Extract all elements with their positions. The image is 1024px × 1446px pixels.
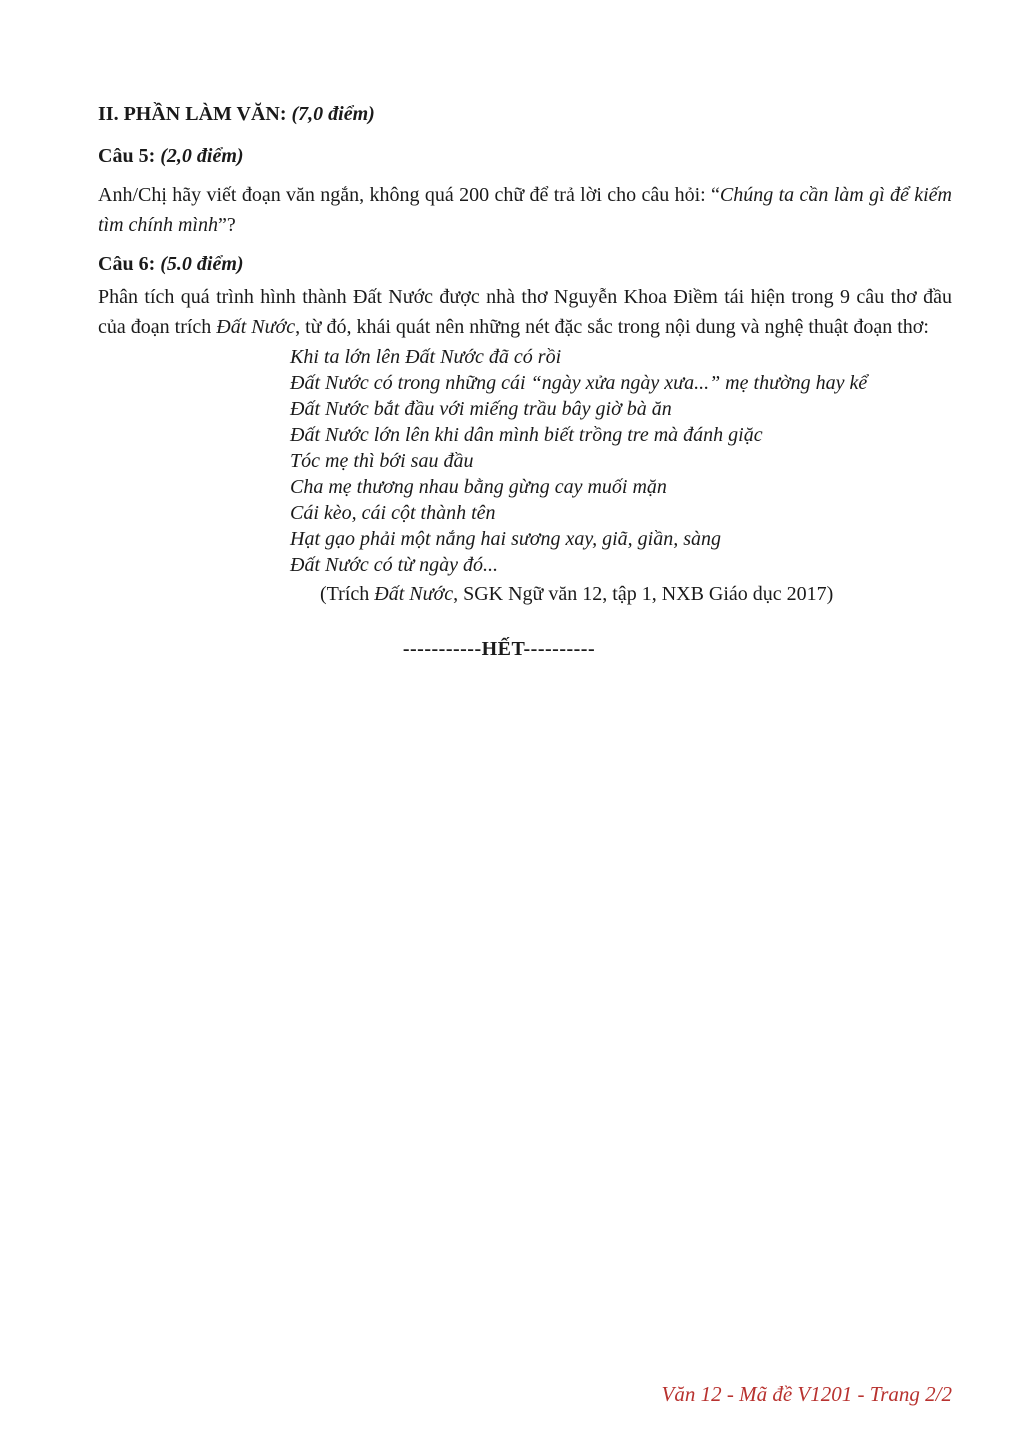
question-5-heading — [98, 142, 952, 170]
section-heading — [98, 100, 952, 128]
question-6-prompt-end: , từ đó, khái quát nên những nét đặc sắc trong nội dung và nghệ thuật đoạn thơ: — [295, 316, 929, 338]
poem-line: Đất Nước bắt đầu với miếng trầu bây giờ bà ăn — [290, 398, 672, 420]
page-footer: Văn 12 - Mã đề V1201 - Trang 2/2 — [661, 1382, 952, 1406]
poem-line: Cha mẹ thương nhau bằng gừng cay muối mặn — [290, 476, 667, 498]
poem-line: Tóc mẹ thì bới sau đầu — [290, 450, 474, 472]
question-6-points: (5.0 điểm) — [160, 253, 244, 275]
poem-line: Khi ta lớn lên Đất Nước đã có rồi — [290, 346, 562, 368]
citation-start: (Trích — [320, 583, 375, 605]
question-6-prompt-title: Đất Nước — [216, 316, 296, 338]
end-mark: -----------HẾT---------- — [402, 638, 596, 660]
poem-citation — [320, 580, 952, 608]
question-5-prompt-end: ”? — [218, 214, 236, 236]
question-5-prompt-start: Anh/Chị hãy viết đoạn văn ngắn, không quá 200 chữ để trả lời cho câu hỏi: “ — [98, 184, 720, 206]
poem-line: Cái kèo, cái cột thành tên — [290, 502, 496, 524]
citation-end: , SGK Ngữ văn 12, tập 1, NXB Giáo dục 2017) — [453, 583, 834, 605]
question-5-points: (2,0 điểm) — [160, 145, 244, 167]
question-5-label: Câu 5: — [98, 145, 156, 167]
poem-line: Hạt gạo phải một nắng hai sương xay, giã, giần, sàng — [290, 528, 722, 550]
exam-page — [98, 100, 952, 661]
citation-title: Đất Nước — [374, 583, 454, 605]
section-title: II. PHẦN LÀM VĂN: — [98, 103, 287, 125]
question-6-label: Câu 6: — [98, 253, 156, 275]
question-5-prompt-quote: Chúng ta cần làm gì để kiếm tìm chính mình — [98, 184, 952, 236]
poem-line: Đất Nước có từ ngày đó... — [290, 554, 499, 576]
section-points: (7,0 điểm) — [291, 103, 375, 125]
poem-line: Đất Nước lớn lên khi dân mình biết trồng tre mà đánh giặc — [290, 424, 763, 446]
question-6-prompt — [98, 282, 952, 342]
question-6-prompt-start: Phân tích quá trình hình thành Đất Nước được nhà thơ Nguyễn Khoa Điềm tái hiện trong 9 câu thơ đầu của đoạn trích — [98, 286, 952, 338]
poem-excerpt — [290, 344, 952, 578]
poem-line: Đất Nước có trong những cái “ngày xửa ngày xưa...” mẹ thường hay kể — [290, 372, 868, 394]
question-5-prompt — [98, 180, 952, 240]
question-6-heading — [98, 250, 952, 278]
